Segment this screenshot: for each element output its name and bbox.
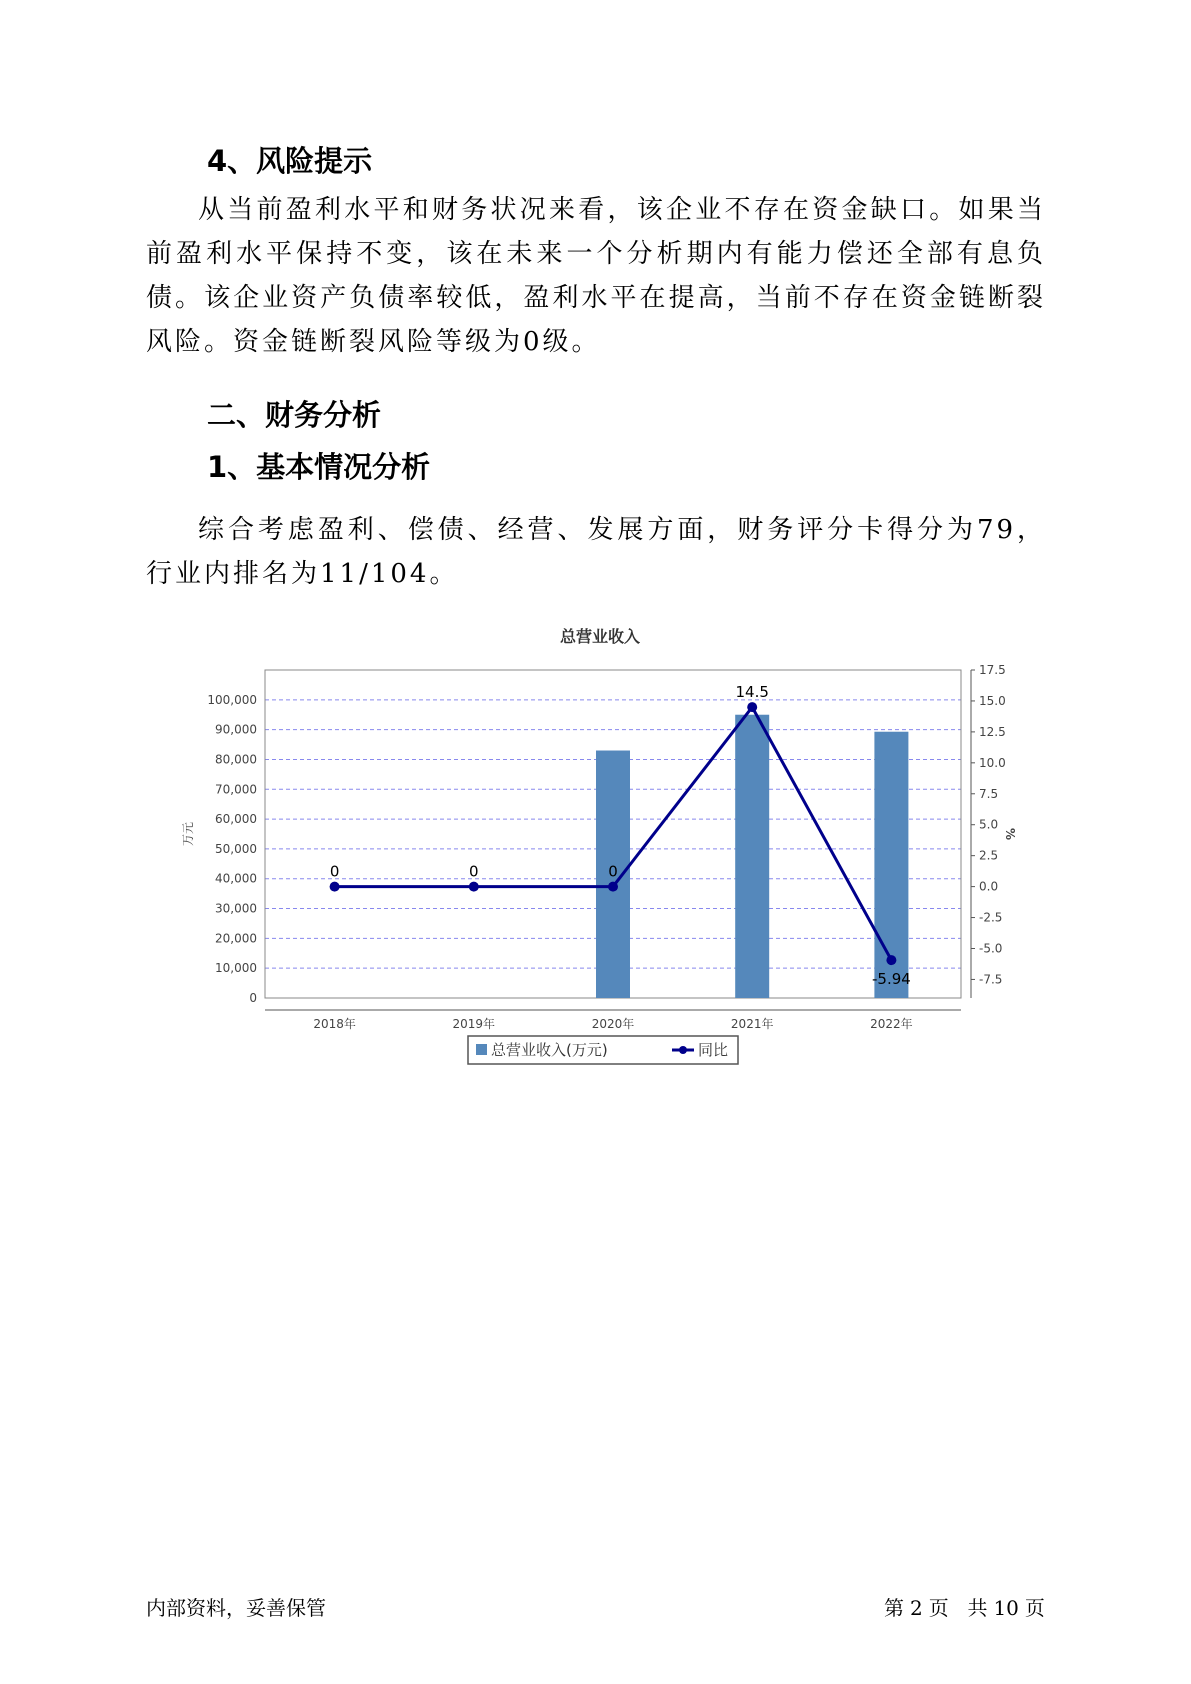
- page-number: 2: [910, 1596, 923, 1620]
- page-unit: 页: [928, 1596, 949, 1620]
- revenue-chart: [180, 620, 1020, 1090]
- risk-heading: 4、风险提示: [207, 144, 373, 178]
- chart-title: 总营业收入: [559, 627, 641, 646]
- y2-tick-label: -5.0: [979, 941, 1003, 956]
- legend-bar-label: 总营业收入(万元): [491, 1041, 608, 1059]
- yoy-point: [469, 882, 479, 892]
- y2-tick-label: 0.0: [979, 879, 999, 894]
- y-tick-label: 50,000: [215, 841, 257, 856]
- y2-tick-label: 7.5: [979, 786, 999, 801]
- y2-tick-label: 10.0: [979, 755, 1006, 770]
- revenue-chart-svg: [180, 620, 1020, 1090]
- yoy-data-label: 0: [329, 862, 340, 881]
- y-tick-label: 100,000: [207, 692, 257, 707]
- yoy-point: [747, 702, 757, 712]
- finance-heading: 二、财务分析: [207, 398, 382, 432]
- y-tick-label: 70,000: [215, 782, 257, 797]
- y2-tick-label: 12.5: [979, 724, 1006, 739]
- total-unit: 页: [1024, 1596, 1045, 1620]
- y-tick-label: 30,000: [215, 901, 257, 916]
- y2-tick-label: -2.5: [979, 910, 1003, 925]
- x-tick-label: 2022年: [870, 1017, 913, 1031]
- y-tick-label: 80,000: [215, 752, 257, 767]
- yoy-data-label: 0: [608, 862, 618, 881]
- legend-bar-swatch: [476, 1044, 487, 1055]
- y-tick-label: 40,000: [215, 871, 257, 886]
- page-prefix: 第: [884, 1596, 904, 1620]
- total-pages: 10: [993, 1596, 1019, 1620]
- basic-analysis-paragraph: 综合考虑盈利、偿债、经营、发展方面，财务评分卡得分为79，行业内排名为11/104。: [146, 515, 1046, 589]
- x-tick-label: 2018年: [313, 1017, 356, 1031]
- y-tick-label: 60,000: [215, 812, 257, 827]
- yoy-point: [330, 882, 340, 892]
- y2-tick-label: 17.5: [979, 663, 1006, 677]
- risk-paragraph: 从当前盈利水平和财务状况来看，该企业不存在资金缺口。如果当前盈利水平保持不变，该在未来一个分析期内有能力偿还全部有息负债。该企业资产负债率较低，盈利水平在提高，当前不存在资金链断裂风险。资金链断裂风险等级为0级。: [146, 195, 1046, 357]
- yoy-point: [608, 882, 618, 892]
- y2-tick-label: 5.0: [979, 817, 999, 832]
- chart-legend: [468, 1036, 738, 1064]
- basic-analysis-heading: 1、基本情况分析: [207, 450, 431, 484]
- footer-confidential: 内部资料，妥善保管: [146, 1596, 326, 1620]
- bar-series: [596, 715, 908, 998]
- y-tick-label: 0: [249, 991, 257, 1005]
- y-tick-label: 10,000: [215, 961, 257, 976]
- x-tick-label: 2021年: [730, 1017, 774, 1031]
- y2-tick-label: -7.5: [979, 972, 1003, 987]
- total-prefix: 共: [967, 1596, 988, 1620]
- revenue-bar: [735, 715, 769, 998]
- x-tick-label: 2019年: [452, 1017, 496, 1031]
- legend-line-marker: [679, 1046, 687, 1054]
- y2-tick-label: 2.5: [979, 848, 999, 863]
- yoy-data-label: 0: [469, 862, 479, 881]
- yoy-data-label: 14.5: [735, 683, 769, 702]
- legend-line-label: 同比: [698, 1041, 729, 1059]
- y-tick-label: 20,000: [215, 931, 257, 946]
- y-axis-label: 万元: [181, 821, 195, 847]
- yoy-point: [886, 955, 896, 965]
- y-tick-label: 90,000: [215, 722, 257, 737]
- x-tick-label: 2020年: [591, 1017, 635, 1031]
- footer-page-info: [884, 1592, 1051, 1621]
- y2-axis-label: %: [1003, 827, 1017, 841]
- yoy-data-label: -5.94: [871, 970, 911, 989]
- y2-tick-label: 15.0: [979, 693, 1006, 708]
